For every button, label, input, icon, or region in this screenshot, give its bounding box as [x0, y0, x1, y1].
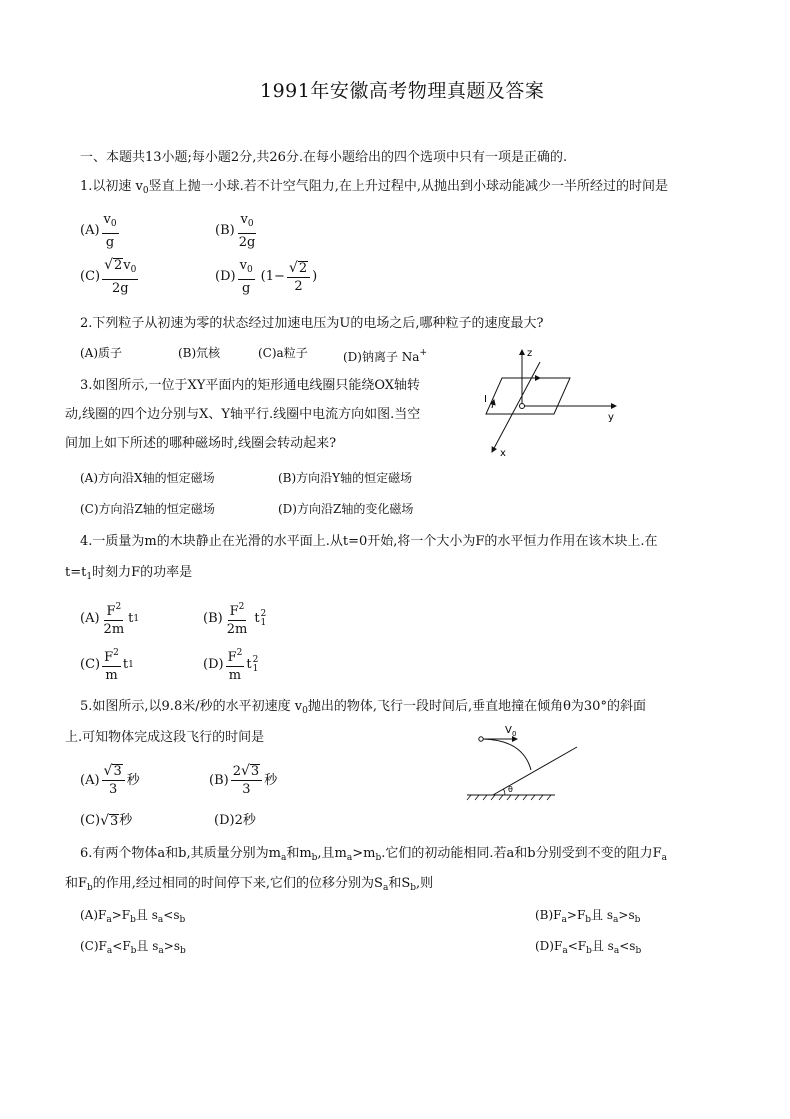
section-heading: 一、本题共13小题;每小题2分,共26分.在每小题给出的四个选项中只有一项是正确的.	[80, 150, 568, 165]
ground-hatching	[467, 795, 551, 800]
q6-option-b: $(B)F_a>F_b$且 $s_a>s_b$	[535, 908, 641, 925]
q3-option-c: (C)方向沿Z轴的恒定磁场	[80, 502, 215, 516]
q2-option-a: (A)质子	[80, 346, 123, 360]
question-1-stem: 1.以初速 $v_0$竖直上抛一小球.若不计空气阻力,在上升过程中,从抛出到小球动能减少一半所经过的时间是	[80, 179, 669, 196]
angle-label: θ	[508, 785, 513, 794]
incline-projectile-figure	[465, 722, 585, 804]
trajectory-curve	[483, 739, 531, 770]
q5-option-c: (C) √ 3 秒	[80, 812, 133, 829]
q6-option-c: $(C)F_a<F_b$且 $s_a>s_b$	[80, 939, 186, 956]
z-label: z	[527, 348, 533, 359]
x-label: x	[500, 448, 506, 459]
velocity-label: V	[505, 725, 512, 736]
q6-option-a: $(A)F_a>F_b$且 $s_a<s_b$	[80, 908, 186, 925]
q5-option-b: (B) 2 √ 3 3 秒	[209, 763, 278, 797]
q6-option-d: $(D)F_a<F_b$且 $s_a<s_b$	[535, 939, 642, 956]
question-4-line-1: 4.一质量为m的木块静止在光滑的水平面上.从t=0开始,将一个大小为F的水平恒力作用在该木块上.在	[80, 534, 658, 549]
q1-option-b: (B) $\frac{v_0}{2g}$	[215, 212, 256, 250]
angle-arc	[504, 789, 506, 795]
q3-option-a: (A)方向沿X轴的恒定磁场	[80, 471, 215, 485]
q2-option-c: (C)a粒子	[258, 346, 308, 360]
y-label: y	[608, 412, 614, 423]
q1-option-a: (A) $\frac{v_0}{g}$	[80, 212, 117, 250]
question-5-line-1: 5.如图所示,以9.8米/秒的水平初速度 $v_0$抛出的物体,飞行一段时间后,垂直地撞在倾角θ为30°的斜面	[80, 699, 646, 716]
coil-rectangle	[486, 378, 570, 414]
q4-option-b: (B) $\frac{F^2}{2m}$ t 2 1	[203, 602, 267, 637]
q5-option-a: (A) √ 3 3 秒	[80, 763, 140, 797]
q2-option-b: (B)氘核	[178, 346, 221, 360]
question-3-line-2: 动,线圈的四个边分别与X、Y轴平行.线圈中电流方向如图.当空	[65, 407, 421, 422]
question-5-line-2: 上.可知物体完成这段飞行的时间是	[65, 730, 265, 745]
question-3-line-1: 3.如图所示,一位于XY平面内的矩形通电线圈只能绕OX轴转	[80, 378, 421, 393]
q4-option-c: (C) $\frac{F^2}{m}$ t 1	[80, 648, 134, 683]
question-6-line-2: 和$F_b$的作用,经过相同的时间停下来,它们的位移分别为$S_a$和$S_b$,则	[65, 876, 434, 893]
q1-option-d: (D) $\frac{v_0}{g}$ (1− √ 2 2 )	[215, 258, 318, 296]
current-label: I	[484, 394, 487, 405]
current-arrow	[492, 400, 494, 408]
incline-surface	[493, 747, 577, 795]
q1-option-c: (C) √ 2 $v_0$ 2g	[80, 257, 137, 296]
page-title: 1991年安徽高考物理真题及答案	[260, 80, 545, 102]
q2-option-d: (D)钠离子 Na+	[343, 348, 428, 364]
q3-option-b: (B)方向沿Y轴的恒定磁场	[278, 471, 413, 485]
q3-option-d: (D)方向沿Z轴的变化磁场	[278, 502, 414, 516]
question-4-line-2: $t=t_1$时刻力F的功率是	[65, 565, 193, 582]
question-2-stem: 2.下列粒子从初速为零的状态经过加速电压为U的电场之后,哪种粒子的速度最大?	[80, 316, 544, 331]
coil-axes-figure	[478, 342, 628, 462]
q5-option-d: (D)2秒	[214, 813, 256, 828]
question-3-line-3: 间加上如下所述的哪种磁场时,线圈会转动起来?	[65, 436, 337, 451]
question-6-line-1: 6.有两个物体a和b,其质量分别为$m_a$和$m_b$,且$m_a>m_b$.它们的初动能相同.若a和b分别受到不变的阻力$F_a$	[80, 846, 667, 863]
launch-point	[479, 737, 483, 741]
origin-point	[520, 404, 525, 409]
velocity-subscript: 0	[512, 730, 517, 738]
q4-option-a: (A) $\frac{F^2}{2m}$ t 1	[80, 602, 140, 637]
q4-option-d: (D) $\frac{F^2}{m}$ t 2 1	[203, 648, 259, 683]
x-axis	[492, 362, 540, 452]
